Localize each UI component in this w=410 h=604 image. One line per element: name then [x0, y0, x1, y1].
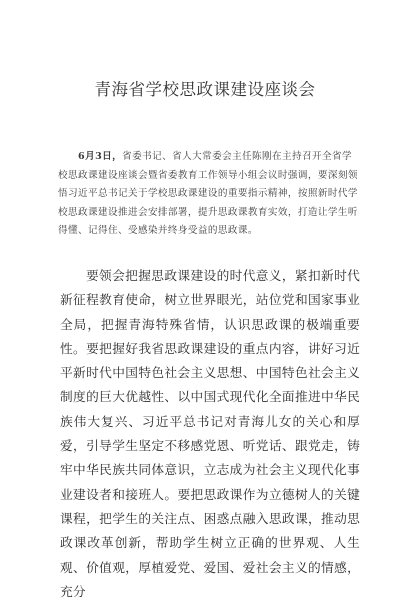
lead-date: 6月3日， — [78, 151, 123, 162]
body-paragraph: 要领会把握思政课建设的时代意义，紧扣新时代新征程教育使命，树立世界眼光，站位党和国家事业全局，把握青海特殊省情，认识思政课的极端重要性。要把握好我省思政课建设的重点内容，讲好习近平新时代中国特色社会主义思想、中国特色社会主义制度的巨大优越性、以中国式现代化全面推进中华民族伟大复兴、习近平总书记对青海儿女的关心和厚爱，引导学生坚定不移感党恩、听党话、跟党走，铸牢中华民族共同体意识，立志成为社会主义现代化事业建设者和接班人。要把思政课作为立德树人的关键课程，把学生的关注点、困惑点融入思政课，推动思政课改革创新，帮助学生树立正确的世界观、人生观、价值观，厚植爱党、爱国、爱社会主义的情感，充分 — [60, 268, 360, 599]
page-title: 青海省学校思政课建设座谈会 — [94, 80, 316, 99]
lead-text: 省委书记、省人大常委会主任陈刚在主持召开全省学校思政课建设座谈会暨省委教育工作领导小组会议时强调，要深刻领悟习近平总书记关于学校思政课建设的重要指示精神，按照新时代学校思政课建设推进会安排部署，提升思政课教育实效，打造让学生听得懂、记得住、受感染并终身受益的思政课。 — [58, 151, 358, 237]
lead-paragraph — [58, 148, 358, 241]
